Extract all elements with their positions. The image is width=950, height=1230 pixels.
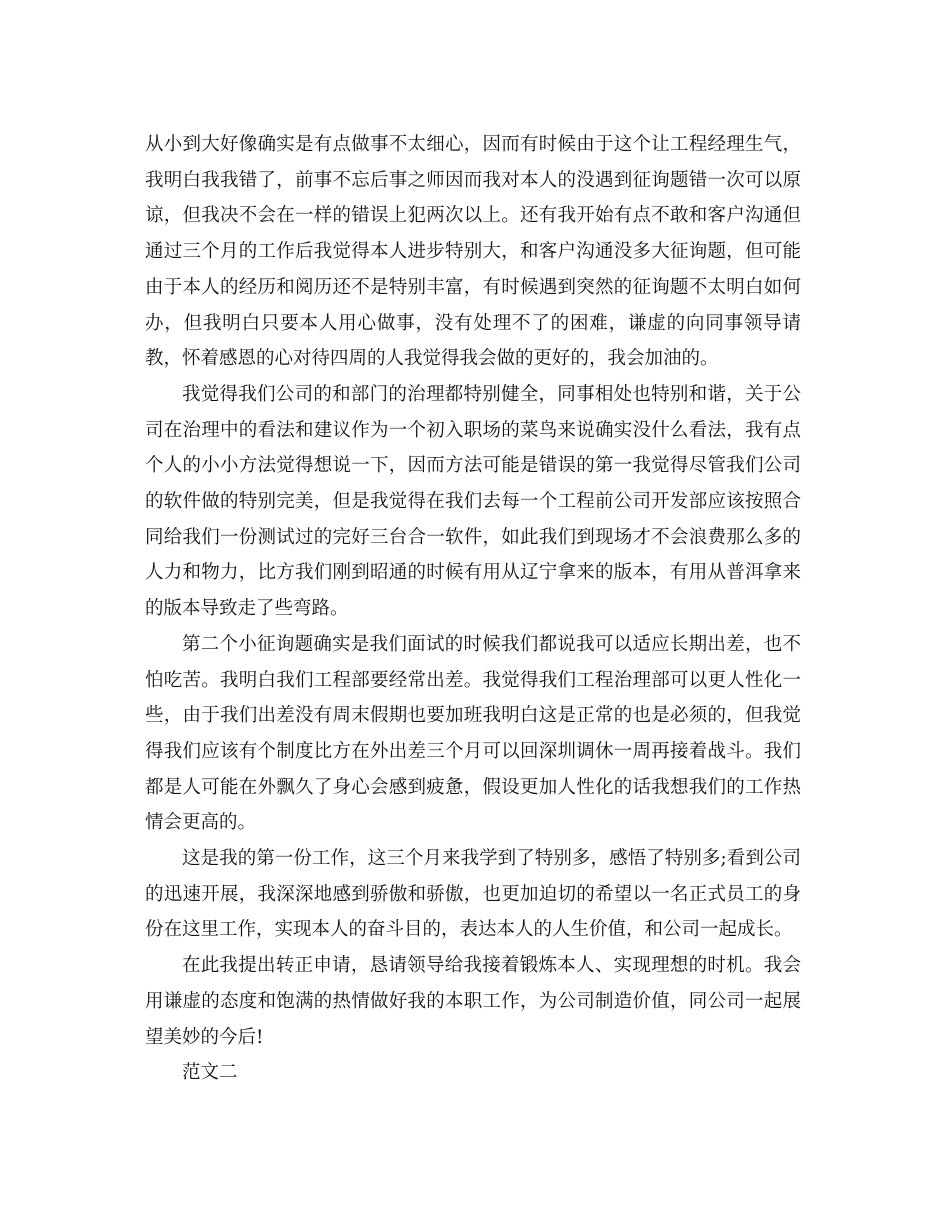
paragraph-first-job: 这是我的第一份工作，这三个月来我学到了特别多，感悟了特别多;看到公司的迅速开展，我深深地感到骄傲和骄傲，也更加迫切的希望以一名正式员工的身份在这里工作，实现本人的奋斗目的，表达本人的人生价值，和公司一起成长。	[145, 848, 801, 941]
section-heading-sample-two: 范文二	[182, 1062, 238, 1084]
document-body	[145, 127, 801, 1091]
paragraph-company-management: 我觉得我们公司的和部门的治理都特别健全，同事相处也特别和谐，关于公司在治理中的看法和建议作为一个初入职场的菜鸟来说确实没什么看法，我有点个人的小小方法觉得想说一下，因而方法可能是错误的第一我觉得尽管我们公司的软件做的特别完美，但是我觉得在我们去每一个工程前公司开发部应该按照合同给我们一份测试过的完好三台合一软件，如此我们到现场才不会浪费那么多的人力和物力，比方我们刚到昭通的时候有用从辽宁拿来的版本，有用从普洱拿来的版本导致走了些弯路。	[145, 383, 801, 620]
paragraph-application: 在此我提出转正申请，恳请领导给我接着锻炼本人、实现理想的时机。我会用谦虚的态度和饱满的热情做好我的本职工作，为公司制造价值，同公司一起展望美妙的今后!	[145, 955, 801, 1048]
paragraph-continuation: 从小到大好像确实是有点做事不太细心，因而有时候由于这个让工程经理生气，我明白我我错了，前事不忘后事之师因而我对本人的没遇到征询题错一次可以原谅，但我决不会在一样的错误上犯两次以上。还有我开始有点不敢和客户沟通但通过三个月的工作后我觉得本人进步特别大，和客户沟通没多大征询题，但可能由于本人的经历和阅历还不是特别丰富，有时候遇到突然的征询题不太明白如何办，但我明白只要本人用心做事，没有处理不了的困难，谦虚的向同事领导请教，怀着感恩的心对待四周的人我觉得我会做的更好的，我会加油的。	[145, 134, 801, 370]
paragraph-business-travel: 第二个小征询题确实是我们面试的时候我们都说我可以适应长期出差，也不怕吃苦。我明白我们工程部要经常出差。我觉得我们工程治理部可以更人性化一些，由于我们出差没有周末假期也要加班我明白这是正常的也是必须的，但我觉得我们应该有个制度比方在外出差三个月可以回深圳调休一周再接着战斗。我们都是人可能在外飘久了身心会感到疲惫，假设更加人性化的话我想我们的工作热情会更高的。	[145, 633, 801, 834]
